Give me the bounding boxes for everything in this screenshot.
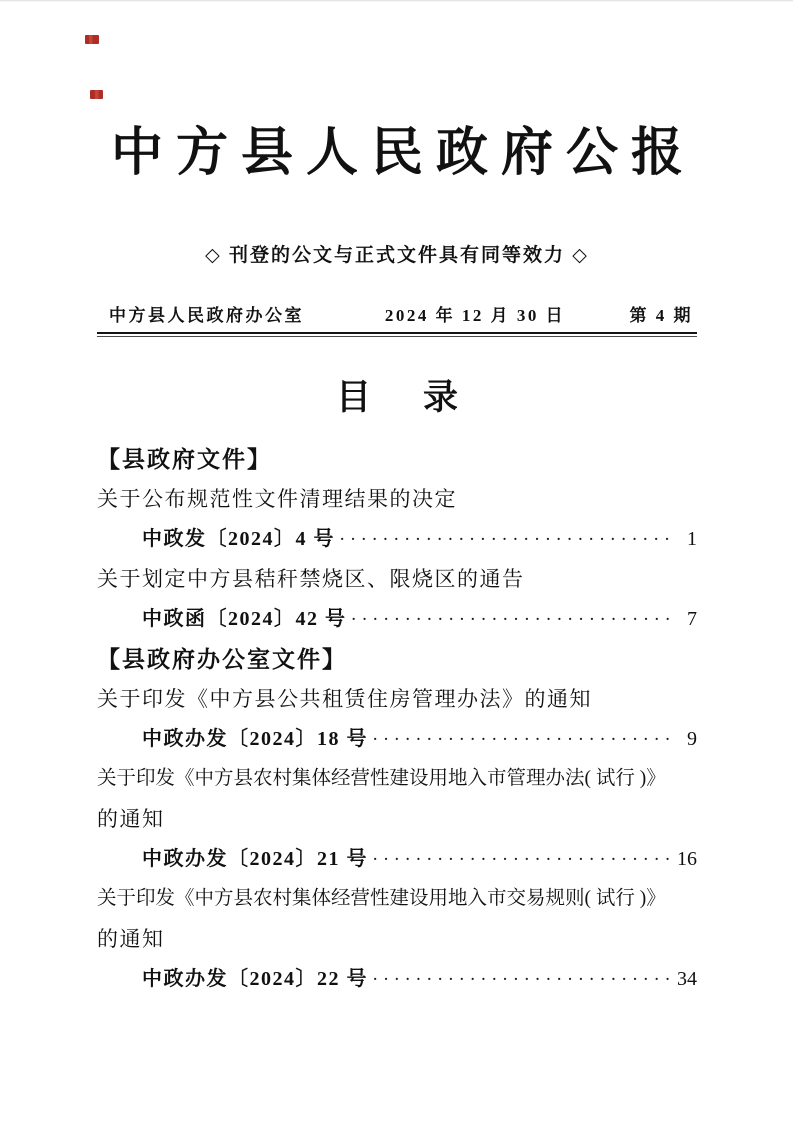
toc-doc-row [97,959,697,999]
doc-number: 中政办发〔2024〕18 号 [142,728,368,750]
toc-doc-row [97,599,697,639]
publisher-office: 中方县人民政府办公室 [109,306,304,325]
section-heading-county-gov: 【县政府文件】 [97,446,272,472]
page-number: 16 [677,848,697,870]
toc-item-title: 关于印发《中方县农村集体经营性建设用地入市交易规则( 试行 )》 [97,888,666,909]
doc-number: 中政办发〔2024〕22 号 [142,968,368,990]
toc-item-title: 关于印发《中方县农村集体经营性建设用地入市管理办法( 试行 )》 [97,768,666,789]
publication-date: 2024 年 12 月 30 日 [384,306,566,325]
header-double-rule [97,332,697,337]
toc-doc-row [97,519,697,559]
toc-item-title: 关于印发《中方县公共租赁住房管理办法》的通知 [97,687,592,711]
masthead-motto: ◇ 刊登的公文与正式文件具有同等效力 ◇ [205,245,589,266]
page-number: 7 [687,608,697,630]
page-number: 34 [677,968,697,990]
dot-leader [351,600,675,640]
doc-number: 中政函〔2024〕42 号 [142,608,347,630]
toc-title-char: 目 [335,378,371,417]
publication-info-row [97,304,697,328]
toc-title [97,377,697,419]
toc-title-char: 录 [423,378,459,417]
dot-leader [372,720,674,760]
toc-doc-row [97,719,697,759]
toc-item-title-continuation: 的通知 [97,807,165,831]
page-number: 1 [687,528,697,550]
toc-item-title: 关于公布规范性文件清理结果的决定 [97,487,457,511]
dot-leader [339,520,674,560]
toc-item-title: 关于划定中方县秸秆禁烧区、限烧区的通告 [97,567,525,591]
doc-number: 中政办发〔2024〕21 号 [142,848,368,870]
masthead-title: 中方县人民政府公报 [110,125,696,182]
doc-number: 中政发〔2024〕4 号 [142,528,335,550]
dot-leader [372,840,674,880]
dot-leader [372,960,674,1000]
page-number: 9 [687,728,697,750]
section-heading-county-gov-office: 【县政府办公室文件】 [97,646,347,672]
toc-doc-row [97,839,697,879]
issue-number: 第 4 期 [629,306,693,325]
toc-item-title-continuation: 的通知 [97,927,165,951]
page-content [97,0,697,999]
toc-body [97,439,697,999]
